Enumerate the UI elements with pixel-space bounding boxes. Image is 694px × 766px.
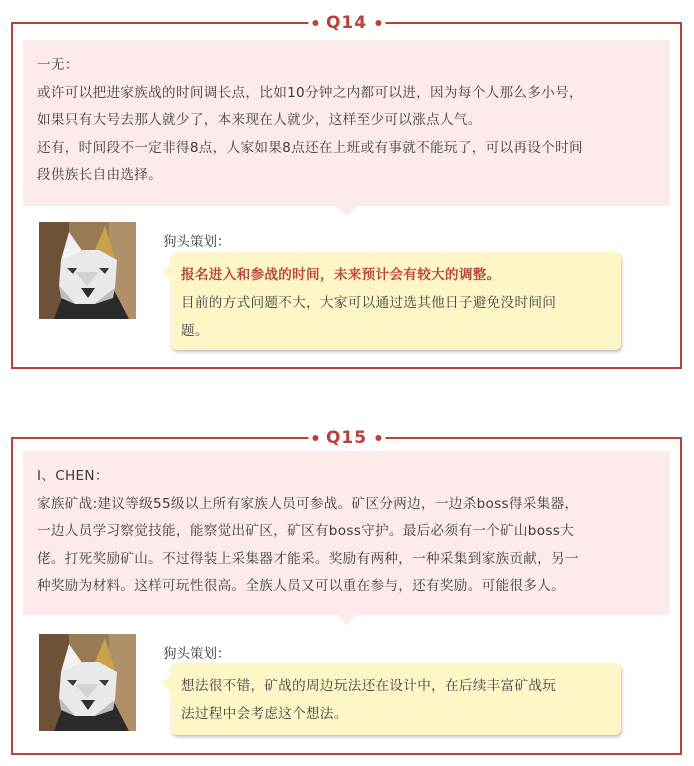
question-line: 种奖励为材料。这样可玩性很高。全族人员又可以重在参与，还有奖励。可能很多人。	[37, 578, 565, 594]
answer-line: 目前的方式问题不大，大家可以通过选其他日子避免没时间问	[181, 295, 557, 311]
qa-card-q14	[11, 13, 682, 369]
answerer-avatar	[39, 222, 136, 319]
answerer-name: 狗头策划：	[163, 646, 231, 662]
question-number-label: Q14	[308, 10, 385, 36]
answer-line: 题。	[181, 323, 209, 339]
asker-name: 一无：	[37, 57, 79, 73]
question-line: 段供族长自由选择。	[37, 167, 163, 183]
answer-line: 想法很不错，矿战的周边玩法还在设计中，在后续丰富矿战玩	[181, 678, 557, 694]
answerer-avatar	[39, 634, 136, 731]
question-bubble	[23, 40, 670, 206]
answer-line: 法过程中会考虑这个想法。	[181, 706, 348, 722]
answer-bubble	[171, 663, 621, 735]
answer-bubble	[171, 252, 621, 350]
question-line: 家族矿战:建议等级55级以上所有家族人员可参战。矿区分两边，一边杀boss得采集器，	[37, 495, 579, 512]
dog-mask-avatar-image	[39, 222, 136, 319]
asker-name: I、CHEN：	[37, 468, 109, 484]
dog-mask-avatar-image	[39, 634, 136, 731]
question-text	[37, 52, 658, 190]
question-line: 或许可以把进家族战的时间调长点，比如10分钟之内都可以进，因为每个人那么多小号，	[37, 84, 583, 101]
question-line: 佬。打死奖励矿山。不过得装上采集器才能采。奖励有两种，一种采集到家族贡献，另一	[37, 550, 579, 567]
question-text	[37, 463, 658, 601]
question-number-label: Q15	[308, 425, 385, 451]
answerer-name: 狗头策划：	[163, 234, 231, 250]
qa-card-q15	[11, 428, 682, 755]
question-line: 如果只有大号去那人就少了，本来现在人就少，这样至少可以涨点人气。	[37, 112, 482, 128]
answer-highlight: 报名进入和参战的时间，未来预计会有较大的调整。	[181, 267, 501, 283]
question-bubble	[23, 451, 670, 615]
question-line: 一边人员学习察觉技能，能察觉出矿区，矿区有boss守护。最后必须有一个矿山boss大	[37, 523, 575, 539]
question-line: 还有，时间段不一定非得8点，人家如果8点还在上班或有事就不能玩了，可以再设个时间	[37, 139, 583, 156]
